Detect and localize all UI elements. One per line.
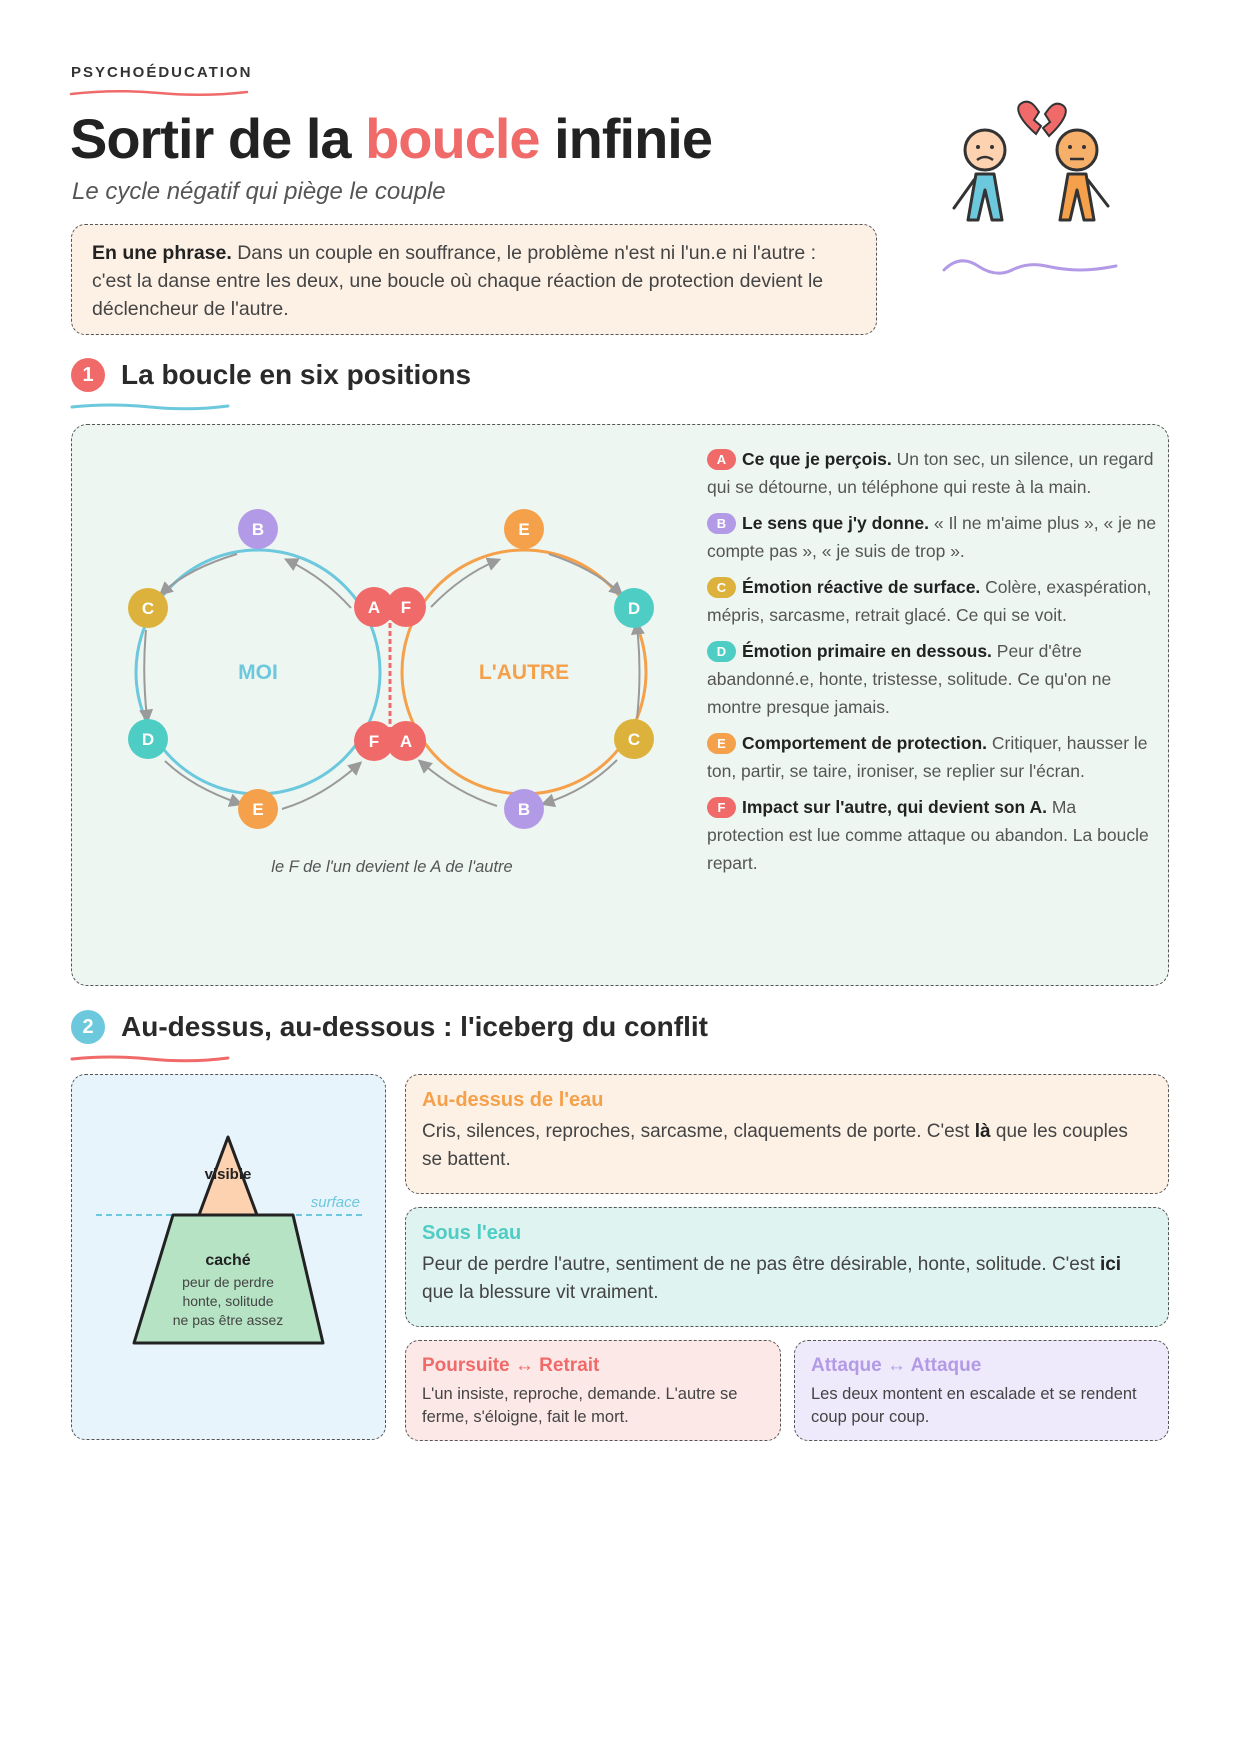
- moi-node-e: [238, 789, 278, 829]
- iceberg-surface-label: surface: [310, 1194, 360, 1211]
- above-water-text-1: Cris, silences, reproches, sarcasme, claquements de porte. C'est: [422, 1121, 975, 1142]
- iceberg-panel: [71, 1074, 386, 1440]
- below-water-text-1: Peur de perdre l'autre, sentiment de ne pas être désirable, honte, solitude. C'est: [422, 1254, 1100, 1275]
- iceberg-visible-label: visible: [204, 1166, 252, 1183]
- legend-term-d: Émotion primaire en dessous.: [742, 641, 992, 661]
- wave-icon: [944, 261, 1116, 273]
- broken-heart-icon: [1018, 102, 1066, 136]
- above-water-text: [422, 1118, 1152, 1174]
- above-water-bold: là: [974, 1121, 991, 1142]
- loop-legend: [707, 445, 1157, 885]
- section-2-title: Au-dessus, au-dessous : l'iceberg du conflit: [121, 1011, 708, 1042]
- iceberg-hidden-line-1: peur de perdre: [182, 1274, 274, 1290]
- below-water-title: Sous l'eau: [422, 1222, 522, 1244]
- above-water-title: Au-dessus de l'eau: [422, 1089, 604, 1111]
- sad-person-icon: [954, 130, 1005, 220]
- title-part-2: infinie: [539, 107, 713, 170]
- below-water-text-2: que la blessure vit vraiment.: [422, 1282, 659, 1303]
- iceberg-hidden-title: caché: [205, 1252, 251, 1269]
- iceberg-diagram: [72, 1075, 387, 1441]
- autre-node-a: [386, 721, 426, 761]
- legend-text-c: Colère, exaspération, mépris, sarcasme, retrait glacé. Ce qui se voit.: [707, 577, 1152, 625]
- iceberg-hidden-line-3: ne pas être assez: [172, 1312, 284, 1328]
- legend-pill-f: F: [707, 797, 736, 818]
- below-water-text: [422, 1251, 1152, 1307]
- autre-node-b: [504, 789, 544, 829]
- title-part-1: Sortir de la: [70, 107, 366, 170]
- section-1-number: 1: [71, 358, 105, 392]
- legend-pill-c: C: [707, 577, 736, 598]
- autre-node-c: [614, 719, 654, 759]
- svg-text:E: E: [518, 520, 530, 539]
- pursuit-withdraw-card: [405, 1340, 781, 1441]
- legend-term-b: Le sens que j'y donne.: [742, 513, 929, 533]
- summary-text: Dans un couple en souffrance, le problème n'est ni l'un.e ni l'autre : c'est la danse entre les deux, une boucle où chaque réaction de protection devient le déclencheur de l'autre.: [92, 242, 824, 320]
- moi-label: MOI: [238, 661, 278, 684]
- legend-pill-a: A: [707, 449, 736, 470]
- page-title: [70, 104, 712, 174]
- moi-node-d: [128, 719, 168, 759]
- section-2-underline: [70, 1054, 230, 1064]
- section-2-number: 2: [71, 1010, 105, 1044]
- svg-text:B: B: [251, 520, 265, 539]
- attack-attack-card: [794, 1340, 1169, 1441]
- summary-box: [71, 224, 877, 335]
- legend-item-c: [707, 573, 1157, 629]
- moi-node-c: [128, 588, 168, 628]
- autre-node-d: [614, 588, 654, 628]
- section-1-title: La boucle en six positions: [121, 359, 472, 390]
- legend-term-c: Émotion réactive de surface.: [742, 577, 981, 597]
- title-accent: boucle: [365, 107, 540, 170]
- svg-text:E: E: [252, 800, 264, 819]
- legend-item-a: [707, 445, 1157, 501]
- moi-node-b: [238, 509, 278, 549]
- diagram-caption: le F de l'un devient le A de l'autre: [271, 858, 513, 876]
- eyebrow-label: PSYCHOÉDUCATION: [71, 64, 253, 81]
- autre-label: L'AUTRE: [478, 661, 570, 684]
- legend-item-b: [707, 509, 1157, 565]
- above-water-text-2: que les couples se battent.: [422, 1121, 1128, 1170]
- above-water-card: [405, 1074, 1169, 1194]
- legend-term-e: Comportement de protection.: [742, 733, 988, 753]
- legend-text-f: Ma protection est lue comme attaque ou abandon. La boucle repart.: [707, 797, 1149, 873]
- iceberg-hidden-line-2: honte, solitude: [182, 1293, 274, 1309]
- page-subtitle: Le cycle négatif qui piège le couple: [72, 178, 446, 205]
- section-1-underline: [70, 402, 230, 412]
- svg-text:C: C: [141, 599, 155, 618]
- legend-text-d: Peur d'être abandonné.e, honte, tristesse, solitude. Ce qu'on ne montre presque jamais.: [707, 641, 1112, 717]
- svg-text:A: A: [399, 732, 413, 751]
- worried-person-icon: [1057, 130, 1108, 220]
- svg-text:A: A: [367, 598, 381, 617]
- legend-item-e: [707, 729, 1157, 785]
- legend-text-e: Critiquer, hausser le ton, partir, se taire, ironiser, se replier sur l'écran.: [707, 733, 1148, 781]
- svg-text:F: F: [368, 732, 380, 751]
- svg-text:C: C: [627, 730, 641, 749]
- attack-attack-title: Attaque ↔ Attaque: [811, 1355, 982, 1376]
- summary-lead: En une phrase.: [92, 242, 232, 264]
- legend-item-f: [707, 793, 1157, 877]
- below-water-bold: ici: [1099, 1254, 1122, 1275]
- legend-item-d: [707, 637, 1157, 721]
- loop-diagram: [72, 425, 692, 905]
- legend-pill-b: B: [707, 513, 736, 534]
- attack-attack-text: Les deux montent en escalade et se rendent coup pour coup.: [811, 1385, 1137, 1426]
- svg-text:D: D: [141, 730, 155, 749]
- section-2-header: [71, 1010, 708, 1044]
- autre-node-e: [504, 509, 544, 549]
- legend-pill-d: D: [707, 641, 736, 662]
- pursuit-withdraw-text: L'un insiste, reproche, demande. L'autre se ferme, s'éloigne, fait le mort.: [422, 1385, 738, 1426]
- legend-term-a: Ce que je perçois.: [742, 449, 892, 469]
- svg-text:D: D: [627, 599, 641, 618]
- legend-term-f: Impact sur l'autre, qui devient son A.: [742, 797, 1047, 817]
- svg-text:B: B: [517, 800, 531, 819]
- legend-text-a: Un ton sec, un silence, un regard qui se détourne, un téléphone qui reste à la main.: [707, 449, 1154, 497]
- loop-panel: [71, 424, 1169, 986]
- section-1-header: [71, 358, 471, 392]
- eyebrow-underline: [69, 88, 249, 98]
- legend-text-b: « Il ne m'aime plus », « je ne compte pas », « je suis de trop ».: [707, 513, 1157, 561]
- legend-pill-e: E: [707, 733, 736, 754]
- svg-text:F: F: [400, 598, 412, 617]
- hero-illustration: [940, 94, 1130, 314]
- pursuit-withdraw-title: Poursuite ↔ Retrait: [422, 1355, 600, 1376]
- autre-node-f: [386, 587, 426, 627]
- below-water-card: [405, 1207, 1169, 1327]
